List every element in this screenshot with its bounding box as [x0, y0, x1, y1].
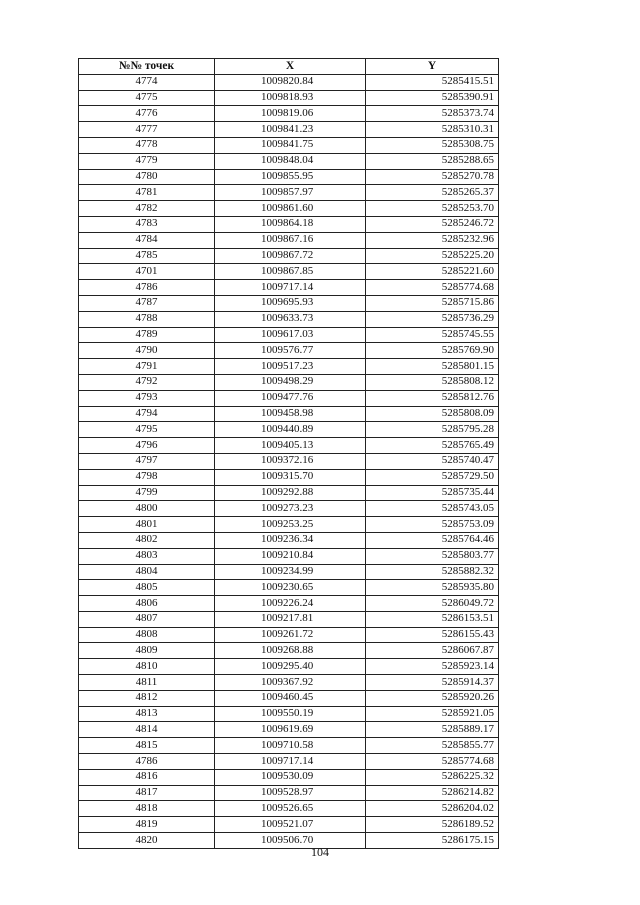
point-number-cell: 4783 — [79, 216, 215, 232]
point-number-cell: 4797 — [79, 453, 215, 469]
table-row — [79, 169, 499, 185]
table-row — [79, 675, 499, 691]
y-coordinate-cell: 5285923.14 — [366, 659, 499, 675]
point-number-cell: 4787 — [79, 295, 215, 311]
point-number-cell: 4820 — [79, 833, 215, 849]
point-number-cell: 4790 — [79, 343, 215, 359]
x-coordinate-cell: 1009619.69 — [215, 722, 366, 738]
point-number-cell: 4777 — [79, 122, 215, 138]
x-coordinate-cell: 1009841.23 — [215, 122, 366, 138]
table-row — [79, 817, 499, 833]
y-coordinate-cell: 5285310.31 — [366, 122, 499, 138]
table-row — [79, 153, 499, 169]
point-number-cell: 4779 — [79, 153, 215, 169]
x-coordinate-cell: 1009550.19 — [215, 706, 366, 722]
table-row — [79, 122, 499, 138]
y-coordinate-cell: 5285246.72 — [366, 216, 499, 232]
y-coordinate-cell: 5285415.51 — [366, 74, 499, 90]
y-coordinate-cell: 5285288.65 — [366, 153, 499, 169]
page-number: 104 — [311, 845, 329, 859]
y-coordinate-cell: 5285735.44 — [366, 485, 499, 501]
x-coordinate-cell: 1009217.81 — [215, 611, 366, 627]
y-coordinate-cell: 5285764.46 — [366, 532, 499, 548]
point-number-cell: 4782 — [79, 201, 215, 217]
point-number-cell: 4701 — [79, 264, 215, 280]
x-coordinate-cell: 1009857.97 — [215, 185, 366, 201]
x-coordinate-cell: 1009867.85 — [215, 264, 366, 280]
table-row — [79, 532, 499, 548]
x-coordinate-cell: 1009517.23 — [215, 359, 366, 375]
x-coordinate-cell: 1009315.70 — [215, 469, 366, 485]
point-number-cell: 4814 — [79, 722, 215, 738]
x-coordinate-cell: 1009261.72 — [215, 627, 366, 643]
x-coordinate-cell: 1009367.92 — [215, 675, 366, 691]
table-row — [79, 201, 499, 217]
table-row — [79, 280, 499, 296]
table-row — [79, 785, 499, 801]
table-header-row — [79, 59, 499, 75]
y-coordinate-cell: 5285221.60 — [366, 264, 499, 280]
x-coordinate-cell: 1009864.18 — [215, 216, 366, 232]
x-coordinate-cell: 1009460.45 — [215, 690, 366, 706]
y-coordinate-cell: 5285736.29 — [366, 311, 499, 327]
x-coordinate-cell: 1009458.98 — [215, 406, 366, 422]
coordinates-table — [78, 58, 499, 849]
y-coordinate-cell: 5285715.86 — [366, 295, 499, 311]
table-row — [79, 327, 499, 343]
point-number-cell: 4806 — [79, 596, 215, 612]
point-number-cell: 4802 — [79, 532, 215, 548]
table-row — [79, 722, 499, 738]
x-coordinate-cell: 1009633.73 — [215, 311, 366, 327]
table-row — [79, 264, 499, 280]
x-coordinate-cell: 1009295.40 — [215, 659, 366, 675]
point-number-cell: 4818 — [79, 801, 215, 817]
point-number-cell: 4778 — [79, 137, 215, 153]
point-number-cell: 4793 — [79, 390, 215, 406]
y-coordinate-cell: 5286153.51 — [366, 611, 499, 627]
x-coordinate-cell: 1009405.13 — [215, 438, 366, 454]
y-coordinate-cell: 5285889.17 — [366, 722, 499, 738]
y-coordinate-cell: 5285774.68 — [366, 280, 499, 296]
y-coordinate-cell: 5285920.26 — [366, 690, 499, 706]
table-row — [79, 343, 499, 359]
y-coordinate-cell: 5285808.09 — [366, 406, 499, 422]
x-coordinate-cell: 1009236.34 — [215, 532, 366, 548]
table-row — [79, 185, 499, 201]
x-coordinate-cell: 1009226.24 — [215, 596, 366, 612]
point-number-cell: 4784 — [79, 232, 215, 248]
point-number-cell: 4816 — [79, 769, 215, 785]
table-row — [79, 643, 499, 659]
x-coordinate-cell: 1009253.25 — [215, 517, 366, 533]
table-row — [79, 232, 499, 248]
table-row — [79, 485, 499, 501]
x-coordinate-cell: 1009695.93 — [215, 295, 366, 311]
table-row — [79, 801, 499, 817]
y-coordinate-cell: 5285921.05 — [366, 706, 499, 722]
x-coordinate-cell: 1009292.88 — [215, 485, 366, 501]
table-row — [79, 74, 499, 90]
x-coordinate-cell: 1009841.75 — [215, 137, 366, 153]
y-coordinate-cell: 5286175.15 — [366, 833, 499, 849]
x-coordinate-cell: 1009440.89 — [215, 422, 366, 438]
y-coordinate-cell: 5285914.37 — [366, 675, 499, 691]
table-row — [79, 406, 499, 422]
y-coordinate-cell: 5285265.37 — [366, 185, 499, 201]
table-row — [79, 90, 499, 106]
point-number-cell: 4810 — [79, 659, 215, 675]
x-coordinate-cell: 1009521.07 — [215, 817, 366, 833]
y-coordinate-cell: 5285769.90 — [366, 343, 499, 359]
x-coordinate-cell: 1009230.65 — [215, 580, 366, 596]
y-coordinate-cell: 5285808.12 — [366, 374, 499, 390]
x-coordinate-cell: 1009498.29 — [215, 374, 366, 390]
y-coordinate-cell: 5286049.72 — [366, 596, 499, 612]
table-row — [79, 611, 499, 627]
point-number-cell: 4775 — [79, 90, 215, 106]
y-coordinate-cell: 5285390.91 — [366, 90, 499, 106]
header-point-number: №№ точек — [79, 59, 215, 75]
point-number-cell: 4799 — [79, 485, 215, 501]
table-row — [79, 596, 499, 612]
x-coordinate-cell: 1009861.60 — [215, 201, 366, 217]
table-body — [79, 74, 499, 848]
table-row — [79, 769, 499, 785]
y-coordinate-cell: 5285745.55 — [366, 327, 499, 343]
point-number-cell: 4794 — [79, 406, 215, 422]
x-coordinate-cell: 1009526.65 — [215, 801, 366, 817]
x-coordinate-cell: 1009528.97 — [215, 785, 366, 801]
point-number-cell: 4815 — [79, 738, 215, 754]
x-coordinate-cell: 1009819.06 — [215, 106, 366, 122]
x-coordinate-cell: 1009717.14 — [215, 280, 366, 296]
header-y: Y — [366, 59, 499, 75]
table-row — [79, 374, 499, 390]
y-coordinate-cell: 5286067.87 — [366, 643, 499, 659]
table-row — [79, 359, 499, 375]
y-coordinate-cell: 5285855.77 — [366, 738, 499, 754]
point-number-cell: 4780 — [79, 169, 215, 185]
x-coordinate-cell: 1009506.70 — [215, 833, 366, 849]
y-coordinate-cell: 5285373.74 — [366, 106, 499, 122]
point-number-cell: 4805 — [79, 580, 215, 596]
y-coordinate-cell: 5285308.75 — [366, 137, 499, 153]
x-coordinate-cell: 1009477.76 — [215, 390, 366, 406]
x-coordinate-cell: 1009617.03 — [215, 327, 366, 343]
point-number-cell: 4803 — [79, 548, 215, 564]
y-coordinate-cell: 5286189.52 — [366, 817, 499, 833]
point-number-cell: 4812 — [79, 690, 215, 706]
table-row — [79, 248, 499, 264]
point-number-cell: 4801 — [79, 517, 215, 533]
point-number-cell: 4791 — [79, 359, 215, 375]
y-coordinate-cell: 5285795.28 — [366, 422, 499, 438]
point-number-cell: 4800 — [79, 501, 215, 517]
table-row — [79, 548, 499, 564]
point-number-cell: 4776 — [79, 106, 215, 122]
x-coordinate-cell: 1009576.77 — [215, 343, 366, 359]
table-row — [79, 422, 499, 438]
table-row — [79, 564, 499, 580]
table-row — [79, 295, 499, 311]
point-number-cell: 4774 — [79, 74, 215, 90]
x-coordinate-cell: 1009268.88 — [215, 643, 366, 659]
y-coordinate-cell: 5285882.32 — [366, 564, 499, 580]
point-number-cell: 4786 — [79, 280, 215, 296]
table-row — [79, 390, 499, 406]
table-row — [79, 706, 499, 722]
table-row — [79, 469, 499, 485]
y-coordinate-cell: 5286214.82 — [366, 785, 499, 801]
point-number-cell: 4817 — [79, 785, 215, 801]
x-coordinate-cell: 1009273.23 — [215, 501, 366, 517]
point-number-cell: 4813 — [79, 706, 215, 722]
table-row — [79, 580, 499, 596]
x-coordinate-cell: 1009820.84 — [215, 74, 366, 90]
x-coordinate-cell: 1009818.93 — [215, 90, 366, 106]
table-row — [79, 216, 499, 232]
table-row — [79, 453, 499, 469]
y-coordinate-cell: 5285743.05 — [366, 501, 499, 517]
y-coordinate-cell: 5285225.20 — [366, 248, 499, 264]
point-number-cell: 4807 — [79, 611, 215, 627]
x-coordinate-cell: 1009234.99 — [215, 564, 366, 580]
point-number-cell: 4811 — [79, 675, 215, 691]
point-number-cell: 4795 — [79, 422, 215, 438]
y-coordinate-cell: 5285270.78 — [366, 169, 499, 185]
table-row — [79, 311, 499, 327]
y-coordinate-cell: 5285232.96 — [366, 232, 499, 248]
x-coordinate-cell: 1009867.16 — [215, 232, 366, 248]
point-number-cell: 4808 — [79, 627, 215, 643]
y-coordinate-cell: 5285774.68 — [366, 754, 499, 770]
point-number-cell: 4796 — [79, 438, 215, 454]
x-coordinate-cell: 1009710.58 — [215, 738, 366, 754]
y-coordinate-cell: 5286155.43 — [366, 627, 499, 643]
y-coordinate-cell: 5285740.47 — [366, 453, 499, 469]
point-number-cell: 4781 — [79, 185, 215, 201]
point-number-cell: 4809 — [79, 643, 215, 659]
table-row — [79, 106, 499, 122]
x-coordinate-cell: 1009372.16 — [215, 453, 366, 469]
point-number-cell: 4789 — [79, 327, 215, 343]
table-row — [79, 659, 499, 675]
table-row — [79, 438, 499, 454]
point-number-cell: 4804 — [79, 564, 215, 580]
point-number-cell: 4819 — [79, 817, 215, 833]
x-coordinate-cell: 1009867.72 — [215, 248, 366, 264]
y-coordinate-cell: 5285935.80 — [366, 580, 499, 596]
y-coordinate-cell: 5286225.32 — [366, 769, 499, 785]
table-row — [79, 627, 499, 643]
x-coordinate-cell: 1009210.84 — [215, 548, 366, 564]
y-coordinate-cell: 5285729.50 — [366, 469, 499, 485]
x-coordinate-cell: 1009717.14 — [215, 754, 366, 770]
point-number-cell: 4786 — [79, 754, 215, 770]
table-row — [79, 501, 499, 517]
x-coordinate-cell: 1009848.04 — [215, 153, 366, 169]
table-row — [79, 754, 499, 770]
y-coordinate-cell: 5285812.76 — [366, 390, 499, 406]
y-coordinate-cell: 5285765.49 — [366, 438, 499, 454]
point-number-cell: 4788 — [79, 311, 215, 327]
x-coordinate-cell: 1009855.95 — [215, 169, 366, 185]
table-row — [79, 137, 499, 153]
table-row — [79, 690, 499, 706]
y-coordinate-cell: 5285253.70 — [366, 201, 499, 217]
header-x: X — [215, 59, 366, 75]
point-number-cell: 4785 — [79, 248, 215, 264]
table-row — [79, 517, 499, 533]
point-number-cell: 4798 — [79, 469, 215, 485]
point-number-cell: 4792 — [79, 374, 215, 390]
table-row — [79, 738, 499, 754]
y-coordinate-cell: 5285753.09 — [366, 517, 499, 533]
y-coordinate-cell: 5286204.02 — [366, 801, 499, 817]
x-coordinate-cell: 1009530.09 — [215, 769, 366, 785]
y-coordinate-cell: 5285801.15 — [366, 359, 499, 375]
y-coordinate-cell: 5285803.77 — [366, 548, 499, 564]
